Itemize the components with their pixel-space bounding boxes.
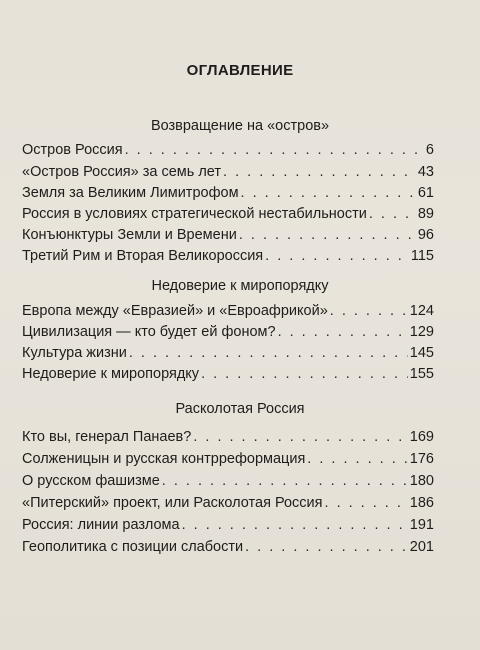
section-title-3: Расколотая Россия (175, 401, 305, 417)
dot-leader (162, 473, 408, 489)
entry-page-number: 191 (409, 517, 434, 533)
entry-page-number: 124 (409, 303, 434, 319)
entry-title: Россия: линии разлома (22, 517, 180, 533)
toc-entry (22, 366, 434, 386)
entry-page-number: 61 (417, 185, 434, 201)
entry-title: Россия в условиях стратегической нестабильности (22, 206, 367, 222)
toc-entry (22, 227, 434, 247)
dot-leader (307, 451, 408, 467)
toc-entry (22, 345, 434, 365)
entry-title: «Питерский» проект, или Расколотая Россия (22, 495, 323, 511)
entry-title: Земля за Великим Лимитрофом (22, 185, 239, 201)
toc-entry (22, 451, 434, 471)
dot-leader (325, 495, 408, 511)
toc-entry (22, 429, 434, 449)
toc-entry (22, 324, 434, 344)
dot-leader (369, 206, 416, 222)
dot-leader (193, 429, 407, 445)
entry-title: Культура жизни (22, 345, 127, 361)
entry-page-number: 6 (425, 142, 434, 158)
entry-title: Цивилизация — кто будет ей фоном? (22, 324, 276, 340)
toc-entry (22, 303, 434, 323)
dot-leader (245, 539, 408, 555)
dot-leader (129, 345, 408, 361)
entry-title: Конъюнктуры Земли и Времени (22, 227, 237, 243)
dot-leader (265, 248, 409, 264)
entry-title: Остров Россия (22, 142, 123, 158)
entry-page-number: 155 (409, 366, 434, 382)
section-title-2: Недоверие к миропорядку (151, 278, 329, 294)
toc-entry (22, 164, 434, 184)
entry-title: Европа между «Евразией» и «Евроафрикой» (22, 303, 328, 319)
dot-leader (241, 185, 416, 201)
entry-page-number: 43 (417, 164, 434, 180)
toc-entry (22, 142, 434, 162)
entry-title: Солженицын и русская контрреформация (22, 451, 306, 467)
entry-page-number: 180 (409, 473, 434, 489)
section-title-1: Возвращение на «остров» (150, 118, 330, 134)
toc-entry (22, 495, 434, 515)
dot-leader (278, 324, 408, 340)
dot-leader (330, 303, 408, 319)
dot-leader (239, 227, 416, 243)
entry-page-number: 176 (409, 451, 434, 467)
entry-page-number: 145 (409, 345, 434, 361)
toc-entry (22, 185, 434, 205)
dot-leader (201, 366, 408, 382)
entry-page-number: 129 (409, 324, 434, 340)
entry-page-number: 201 (409, 539, 434, 555)
toc-entry (22, 473, 434, 493)
toc-entry (22, 539, 434, 559)
toc-entry (22, 248, 434, 268)
entry-title: Кто вы, генерал Панаев? (22, 429, 192, 445)
entry-title: Геополитика с позиции слабости (22, 539, 244, 555)
toc-entry (22, 517, 434, 537)
entry-title: Третий Рим и Вторая Великороссия (22, 248, 264, 264)
entry-page-number: 96 (417, 227, 434, 243)
entry-title: Недоверие к миропорядку (22, 366, 200, 382)
entry-page-number: 115 (410, 248, 434, 264)
entry-page-number: 186 (409, 495, 434, 511)
entry-page-number: 89 (417, 206, 434, 222)
entry-title: «Остров Россия» за семь лет (22, 164, 222, 180)
entry-page-number: 169 (409, 429, 434, 445)
toc-entry (22, 206, 434, 226)
dot-leader (125, 142, 424, 158)
entry-title: О русском фашизме (22, 473, 160, 489)
toc-heading: ОГЛАВЛЕНИЕ (186, 62, 294, 79)
dot-leader (182, 517, 408, 533)
dot-leader (223, 164, 416, 180)
